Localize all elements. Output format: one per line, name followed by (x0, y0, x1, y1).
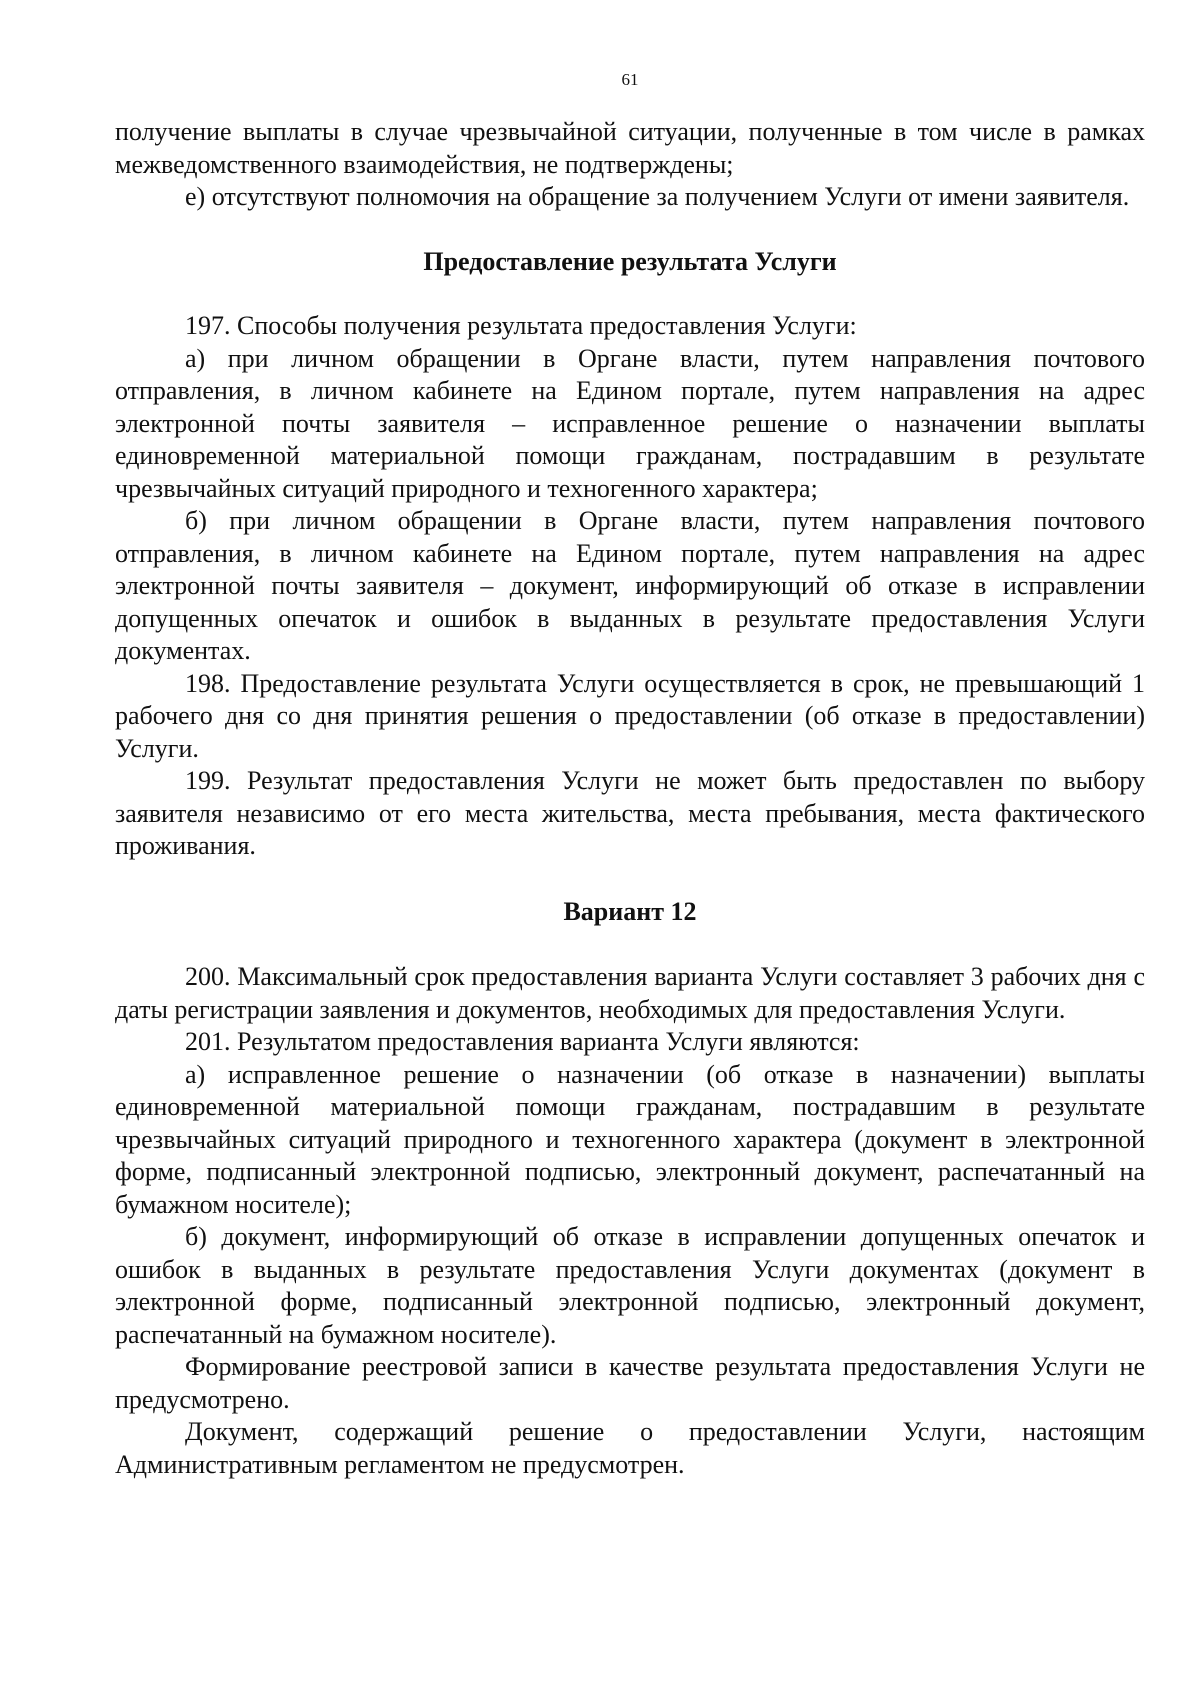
document-page (115, 62, 1145, 1481)
paragraph-197-b: б) при личном обращении в Органе власти, путем направления почтового отправления, в личном кабинете на Едином портале, путем направления на адрес электронной почты заявителя – документ, информирующий об отказе в исправлении допущенных опечаток и ошибок в выданных в результате предоставления Услуги документах. (115, 506, 1145, 665)
paragraph-199: 199. Результат предоставления Услуги не может быть предоставлен по выбору заявителя независимо от его места жительства, места пребывания, места фактического проживания. (115, 766, 1145, 860)
paragraph-decision-document: Документ, содержащий решение о предоставлении Услуги, настоящим Административным регламентом не предусмотрен. (115, 1417, 1145, 1479)
paragraph-197: 197. Способы получения результата предоставления Услуги: (185, 311, 857, 340)
paragraph-201-b: б) документ, информирующий об отказе в исправлении допущенных опечаток и ошибок в выданных в результате предоставления Услуги документах (документ в электронной форме, подписанный электронной подписью, электронный документ, распечатанный на бумажном носителе). (115, 1222, 1145, 1349)
paragraph-continuation: получение выплаты в случае чрезвычайной ситуации, полученные в том числе в рамках межведомственного взаимодействия, не подтверждены; (115, 117, 1145, 179)
paragraph-197-a: а) при личном обращении в Органе власти, путем направления почтового отправления, в личном кабинете на Едином портале, путем направления на адрес электронной почты заявителя – исправленное решение о назначении выплаты единовременной материальной помощи гражданам, пострадавшим в результате чрезвычайных ситуаций природного и техногенного характера; (115, 343, 1145, 503)
paragraph-198: 198. Предоставление результата Услуги осуществляется в срок, не превышающий 1 рабочего дня со дня принятия решения о предоставлении (об отказе в предоставлении) Услуги. (115, 668, 1145, 763)
paragraph-201: 201. Результатом предоставления варианта Услуги являются: (185, 1027, 860, 1056)
paragraph-registry-record: Формирование реестровой записи в качестве результата предоставления Услуги не предусмотрено. (115, 1352, 1145, 1414)
paragraph-item-e: е) отсутствуют полномочия на обращение за получением Услуги от имени заявителя. (185, 182, 1130, 211)
paragraph-201-a: а) исправленное решение о назначении (об отказе в назначении) выплаты единовременной материальной помощи гражданам, пострадавшим в результате чрезвычайных ситуаций природного и техногенного характера (документ в электронной форме, подписанный электронной подписью, электронный документ, распечатанный на бумажном носителе); (115, 1059, 1145, 1219)
paragraph-200: 200. Максимальный срок предоставления варианта Услуги составляет 3 рабочих дня с даты регистрации заявления и документов, необходимых для предоставления Услуги. (115, 962, 1145, 1024)
section-heading-variant-12: Вариант 12 (563, 896, 697, 926)
section-heading-result: Предоставление результата Услуги (423, 246, 837, 276)
page-number: 61 (621, 70, 639, 89)
